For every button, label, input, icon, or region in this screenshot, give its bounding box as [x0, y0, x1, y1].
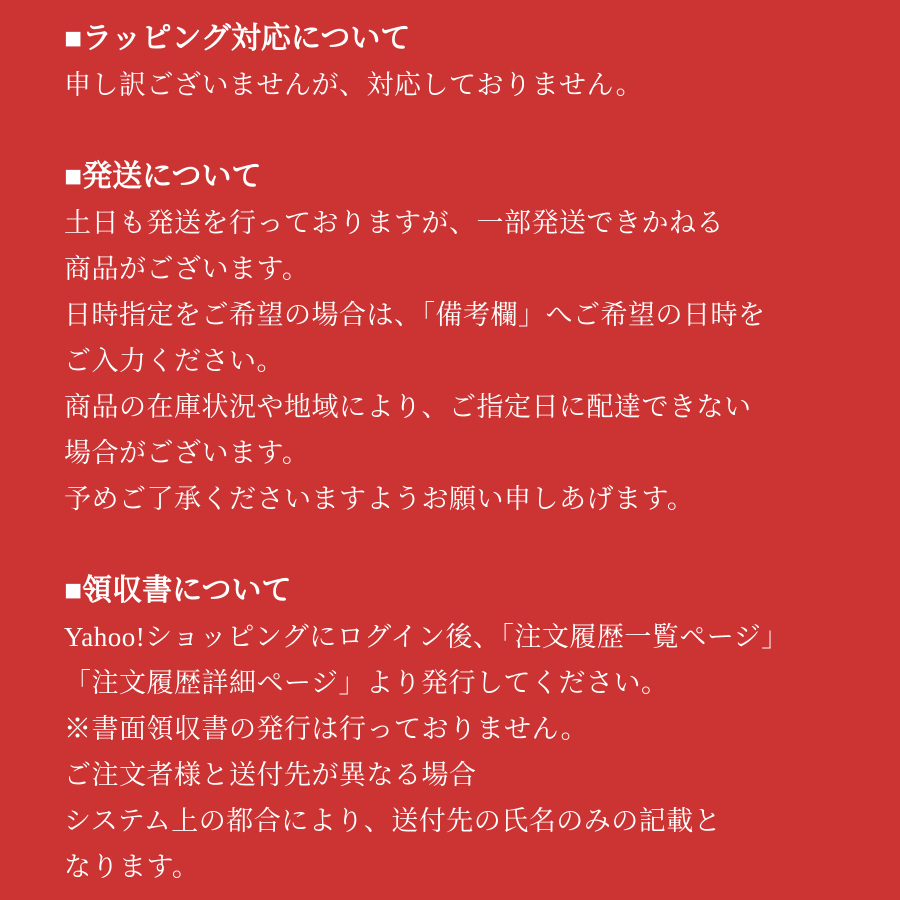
notice-line: 日時指定をご希望の場合は、「備考欄」へご希望の日時を	[64, 300, 766, 330]
notice-line: 商品の在庫状況や地域により、ご指定日に配達できない	[64, 392, 752, 422]
notice-line: 商品がございます。	[64, 254, 310, 284]
notice-line: ご注文者様と送付先が異なる場合	[64, 760, 477, 790]
notice-line: 場合がございます。	[64, 438, 310, 468]
notice-line: 予めご了承くださいますようお願い申しあげます。	[64, 484, 695, 514]
notice-line: Yahoo!ショッピングにログイン後、「注文履歴一覧ページ」	[64, 622, 789, 652]
section-wrapping	[64, 16, 860, 108]
notice-line: ※書面領収書の発行は行っておりません。	[64, 714, 589, 744]
notice-line: ご入力ください。	[64, 346, 284, 376]
section-receipt	[64, 568, 860, 890]
section-shipping	[64, 154, 860, 522]
section-receipt-heading: ■領収書について	[64, 574, 292, 607]
notice-line: なります。	[64, 852, 200, 882]
notice-line: 土日も発送を行っておりますが、一部発送できかねる	[64, 208, 724, 238]
section-wrapping-heading: ■ラッピング対応について	[64, 22, 411, 55]
notice-line: 「注文履歴詳細ページ」より発行してください。	[64, 668, 669, 698]
notice-line: 申し訳ございませんが、対応しておりません。	[64, 70, 644, 100]
notice-line: システム上の都合により、送付先の氏名のみの記載と	[64, 806, 722, 836]
section-shipping-heading: ■発送について	[64, 160, 262, 193]
